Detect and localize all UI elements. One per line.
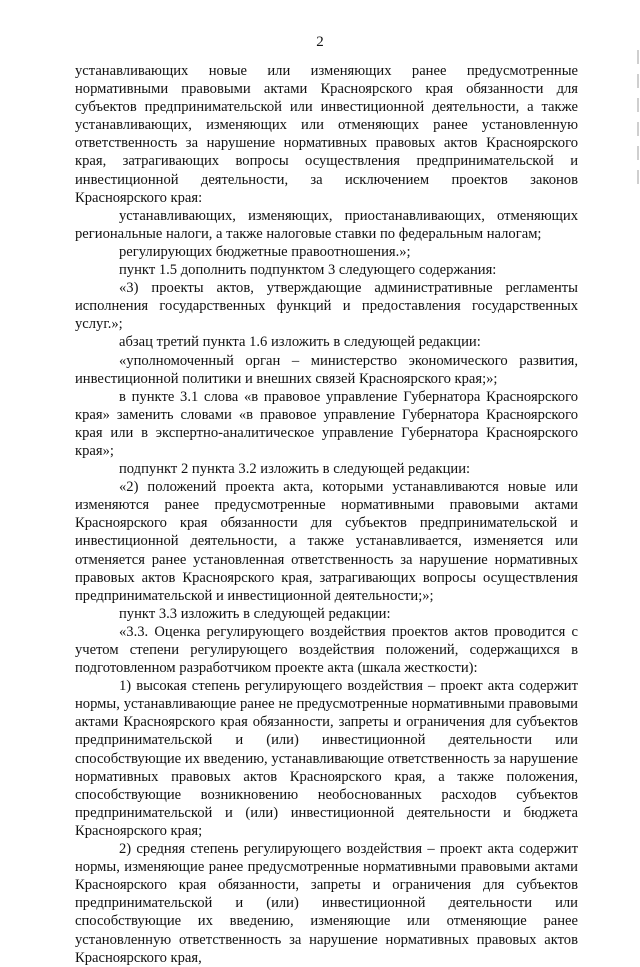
scan-mark (637, 146, 639, 160)
scan-mark (637, 74, 639, 88)
paragraph: подпункт 2 пункта 3.2 изложить в следующей редакции: (119, 461, 471, 478)
paragraph: «3) проекты актов, утверждающие административные регламенты исполнения государственных функций и предоставления государственных услуг.»; (75, 280, 578, 333)
scan-edge-marks (634, 40, 640, 200)
document-body (75, 62, 578, 967)
scan-mark (637, 98, 639, 112)
paragraph: «3.3. Оценка регулирующего воздействия проектов актов проводится с учетом степени регулирующего воздействия положений, содержащихся в подготовленном разработчиком проекте акта (шкала жесткости): (75, 623, 578, 677)
paragraph: 1) высокая степень регулирующего воздействия – проект акта содержит нормы, устанавливающие ранее не предусмотренные нормативными правовыми актами Красноярского края обязанности, запреты и ограничения для субъектов предпринимательской и (или) инвестиционной деятельности или способствующие их введению, устанавливающие ответственность за нарушение нормативных правовых актов Красноярского края, а также положения, способствующие возникновению необоснованных расходов субъектов предпринимательской и (или) инвестиционной деятельности и бюджета Красноярского края; (75, 678, 578, 839)
scan-mark (637, 170, 639, 184)
paragraph: абзац третий пункта 1.6 изложить в следующей редакции: (119, 334, 481, 351)
paragraph: пункт 1.5 дополнить подпунктом 3 следующего содержания: (119, 262, 497, 279)
paragraph: «уполномоченный орган – министерство экономического развития, инвестиционной политики и внешних связей Красноярского края;»; (75, 352, 578, 387)
page-number: 2 (316, 34, 324, 50)
paragraph: «2) положений проекта акта, которыми устанавливаются новые или изменяются ранее предусмотренные нормативными правовыми актами Красноярского края обязанности для субъектов предпринимательской и инвестиционной деятельности, а также устанавливается, изменяется или отменяется ранее установленная ответственность за нарушение нормативных правовых актов Красноярского края, затрагивающих вопросы осуществления предпринимательской и инвестиционной деятельности;»; (75, 479, 578, 604)
paragraph: в пункте 3.1 слова «в правовое управление Губернатора Красноярского края» заменить словами «в правовое управление Губернатора Красноярского края или в экспертно-аналитическое управление Губернатора Красноярского края»; (75, 388, 578, 459)
paragraph: регулирующих бюджетные правоотношения.»; (119, 243, 411, 260)
paragraph: пункт 3.3 изложить в следующей редакции: (119, 605, 391, 622)
paragraph: 2) средняя степень регулирующего воздействия – проект акта содержит нормы, изменяющие ранее предусмотренные нормативными правовыми актами Красноярского края обязанности, запреты и ограничения для субъектов предпринимательской и (или) инвестиционной деятельности или способствующие их введению, изменяющие или отменяющие ранее установленную ответственность за нарушение нормативных правовых актов Красноярского края, (75, 841, 578, 966)
paragraph: устанавливающих, изменяющих, приостанавливающих, отменяющих региональные налоги, а также налоговые ставки по федеральным налогам; (75, 207, 578, 242)
scan-mark (637, 50, 639, 64)
paragraph: устанавливающих новые или изменяющих ранее предусмотренные нормативными правовыми актами Красноярского края обязанности для субъектов предпринимательской или инвестиционной деятельности, а также устанавливающих, изменяющих или отменяющих ранее установленную ответственность за нарушение нормативных правовых актов Красноярского края, затрагивающих вопросы осуществления предпринимательской и инвестиционной деятельности, за исключением проектов законов Красноярского края: (75, 63, 578, 206)
scan-mark (637, 122, 639, 136)
